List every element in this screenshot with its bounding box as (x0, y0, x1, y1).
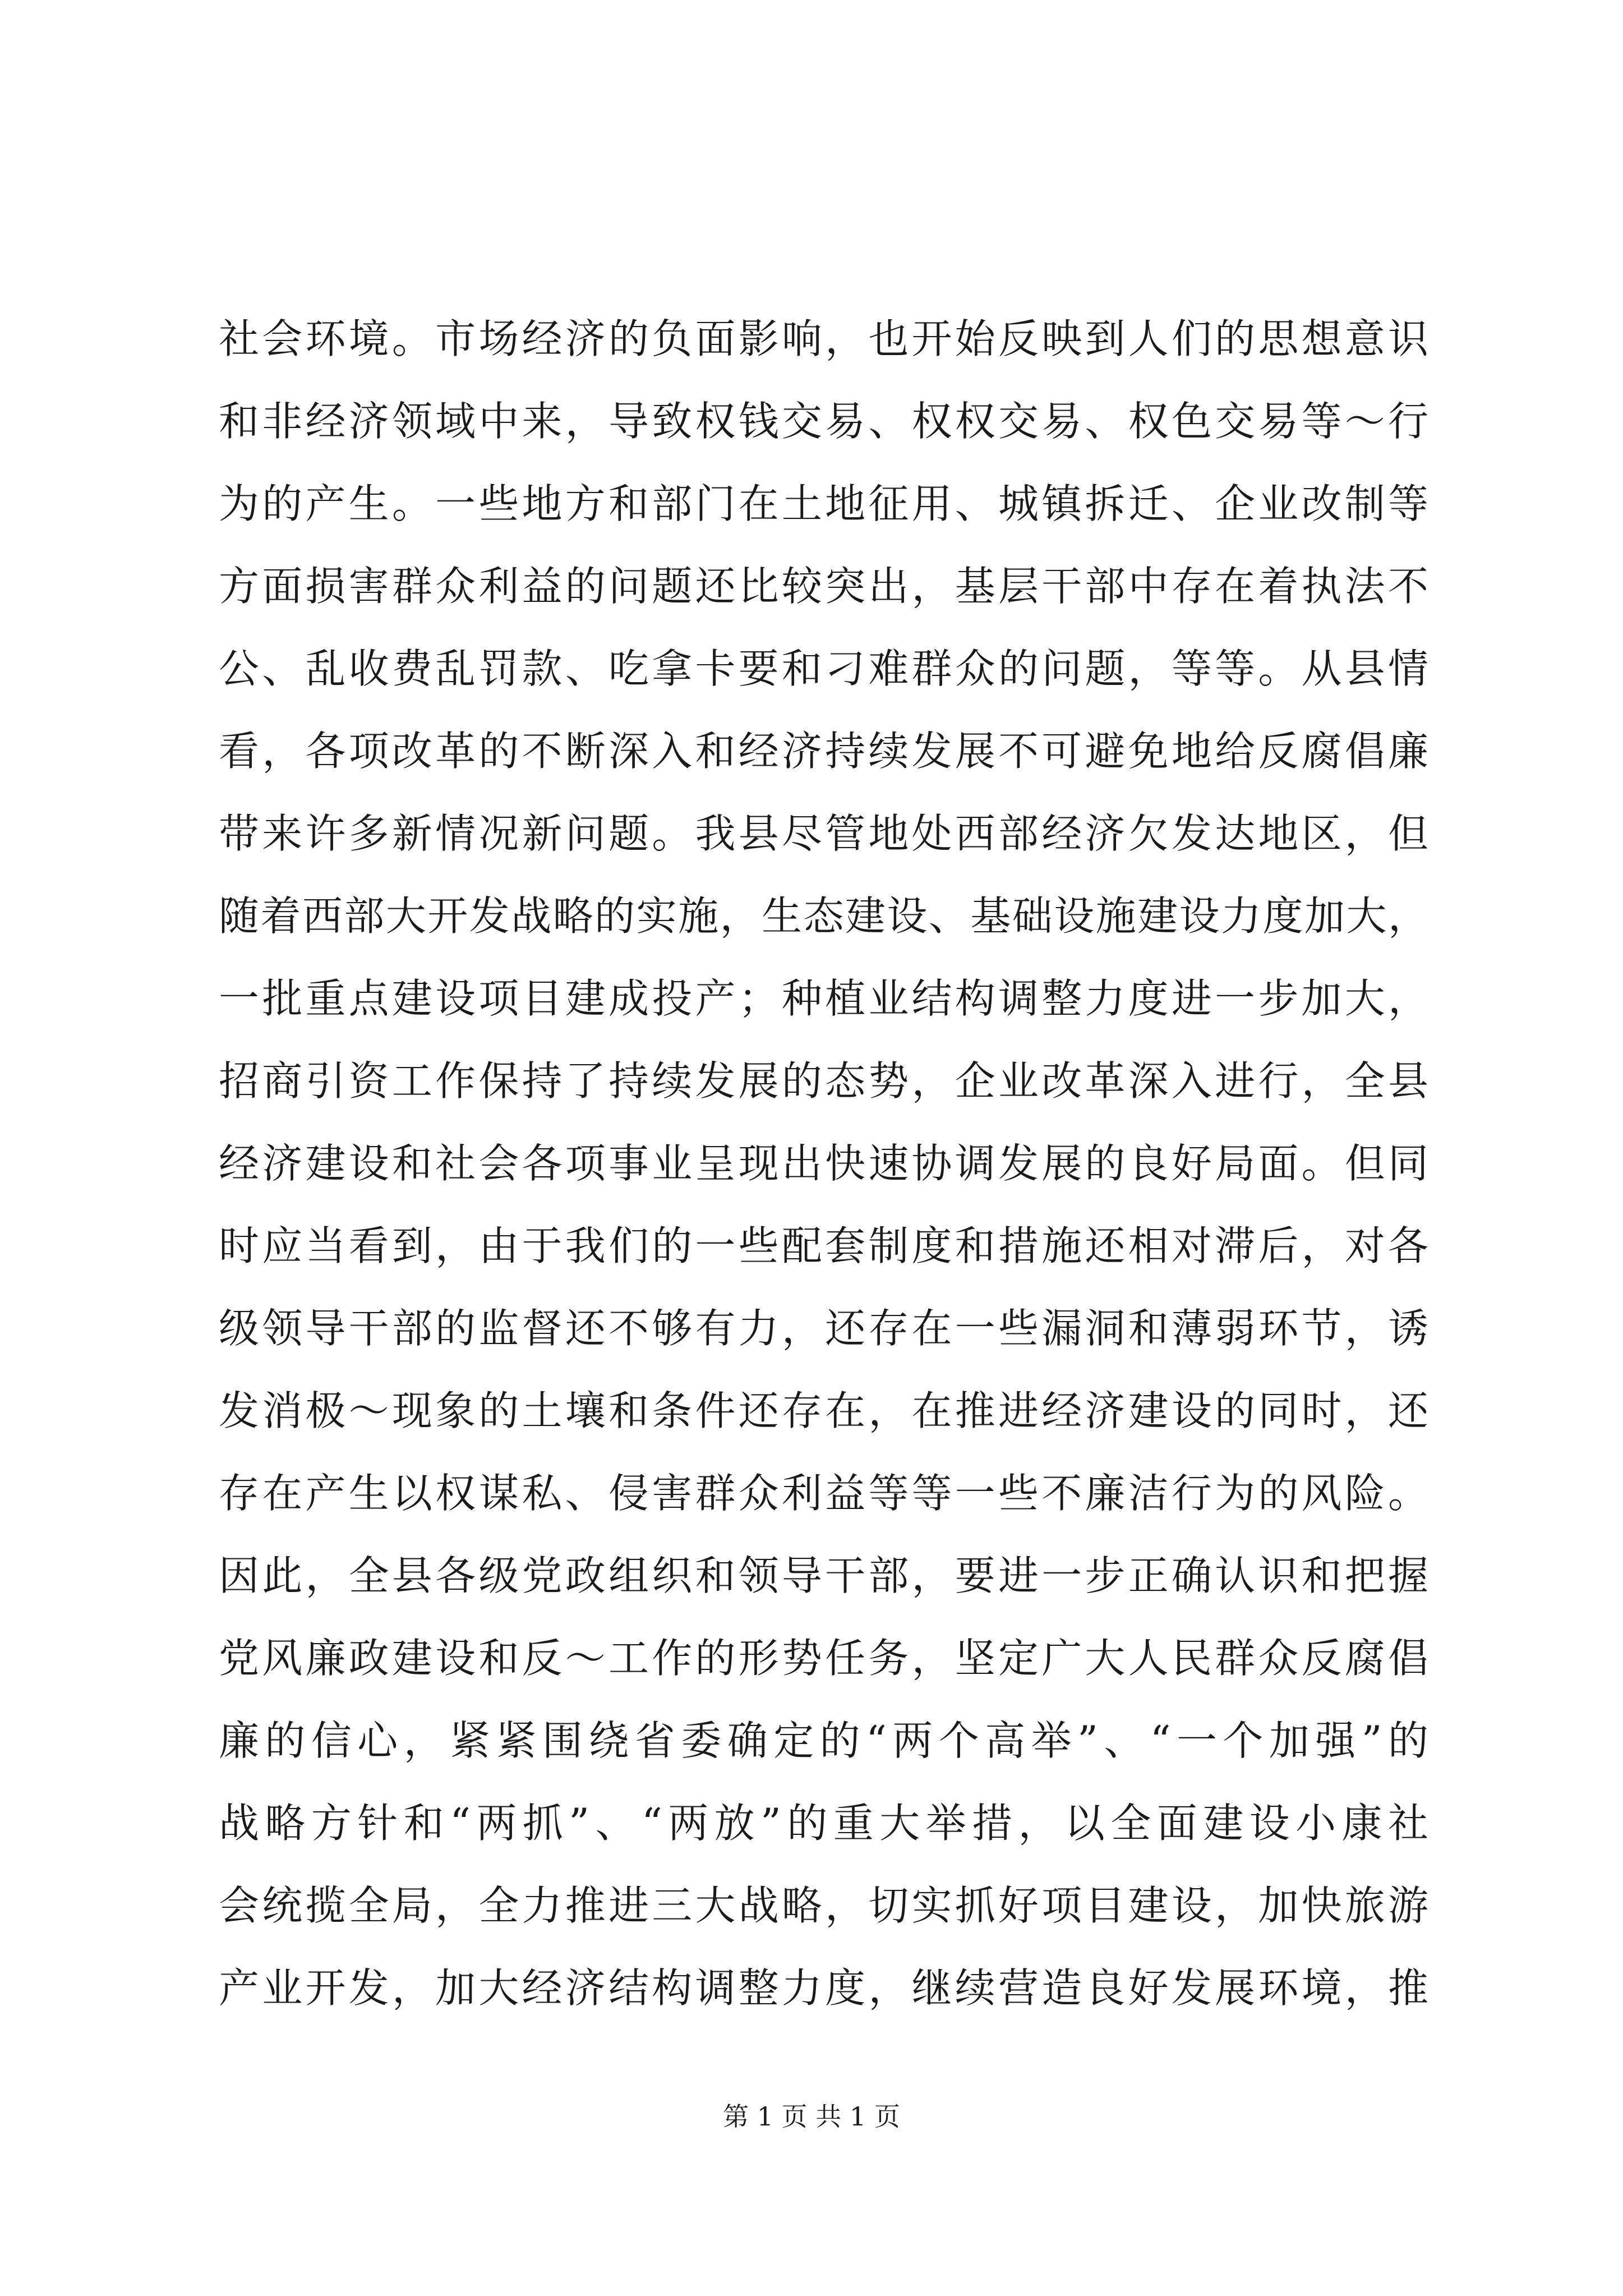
page-footer: 第 1 页 共 1 页 (723, 2101, 900, 2132)
text-line: 经济建设和社会各项事业呈现出快速协调发展的良好局面。但同 (219, 1140, 1428, 1187)
text-line: 廉的信心，紧紧围绕省委确定的“两个高举”、“一个加强”的 (219, 1717, 1428, 1764)
text-line: 存在产生以权谋私、侵害群众利益等等一些不廉洁行为的风险。 (219, 1470, 1428, 1517)
text-line: 招商引资工作保持了持续发展的态势，企业改革深入进行，全县 (219, 1057, 1428, 1105)
text-line: 随着西部大开发战略的实施，生态建设、基础设施建设力度加大， (219, 892, 1428, 940)
body-text (219, 298, 1428, 2030)
text-line: 和非经济领域中来，导致权钱交易、权权交易、权色交易等～行 (219, 398, 1428, 445)
text-line: 公、乱收费乱罚款、吃拿卡要和刁难群众的问题，等等。从县情 (219, 645, 1428, 692)
text-line: 为的产生。一些地方和部门在土地征用、城镇拆迁、企业改制等 (219, 480, 1428, 527)
text-line: 时应当看到，由于我们的一些配套制度和措施还相对滞后，对各 (219, 1222, 1428, 1269)
text-line: 发消极～现象的土壤和条件还存在，在推进经济建设的同时，还 (219, 1387, 1428, 1434)
text-line: 带来许多新情况新问题。我县尽管地处西部经济欠发达地区，但 (219, 810, 1428, 857)
text-line: 会统揽全局，全力推进三大战略，切实抓好项目建设，加快旅游 (219, 1882, 1428, 1929)
text-line: 社会环境。市场经济的负面影响，也开始反映到人们的思想意识 (219, 315, 1428, 362)
text-line: 产业开发，加大经济结构调整力度，继续营造良好发展环境，推 (219, 1964, 1428, 2012)
text-line: 战略方针和“两抓”、“两放”的重大举措，以全面建设小康社 (219, 1800, 1428, 1847)
text-line: 一批重点建设项目建成投产；种植业结构调整力度进一步加大， (219, 975, 1428, 1022)
text-line: 因此，全县各级党政组织和领导干部，要进一步正确认识和把握 (219, 1552, 1428, 1599)
text-line: 党风廉政建设和反～工作的形势任务，坚定广大人民群众反腐倡 (219, 1635, 1428, 1682)
text-line: 级领导干部的监督还不够有力，还存在一些漏洞和薄弱环节，诱 (219, 1305, 1428, 1352)
text-line: 方面损害群众利益的问题还比较突出，基层干部中存在着执法不 (219, 563, 1428, 610)
text-line: 看，各项改革的不断深入和经济持续发展不可避免地给反腐倡廉 (219, 728, 1428, 775)
